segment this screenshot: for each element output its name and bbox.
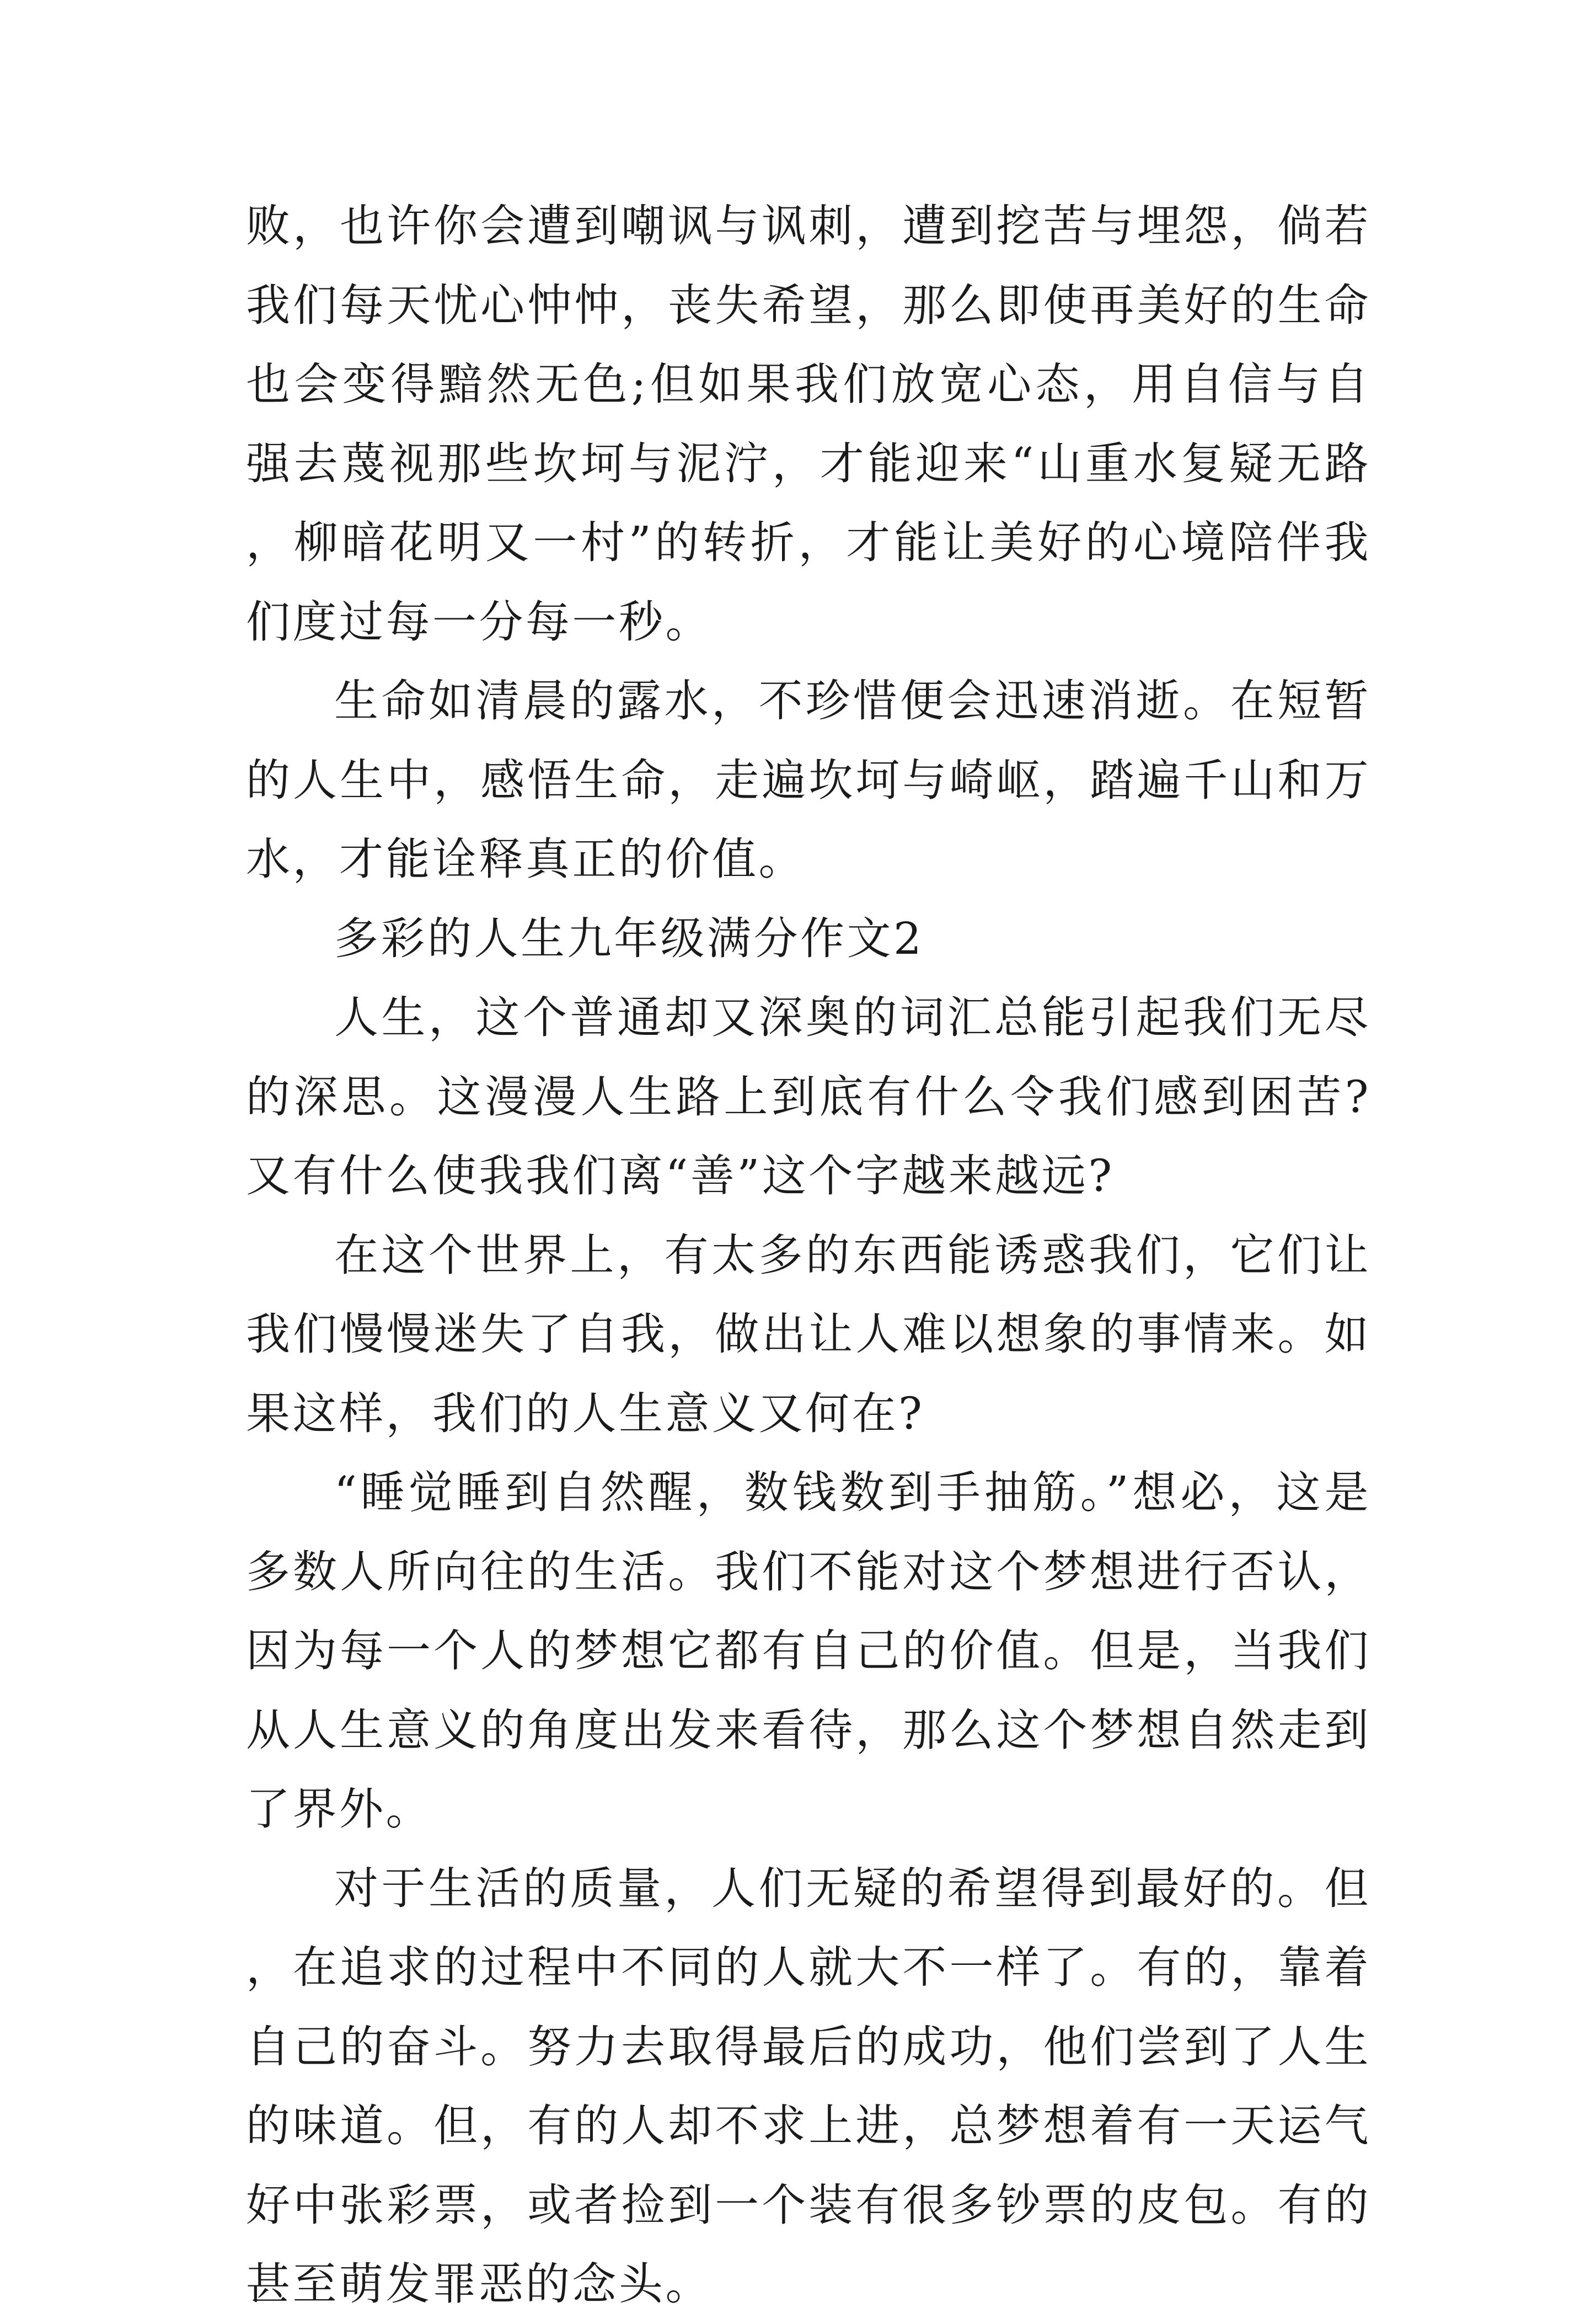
paragraph-5: “睡觉睡到自然醒，数钱数到手抽筋。”想必，这是多数人所向往的生活。我们不能对这个梦想进行否认，因为每一个人的梦想它都有自己的价值。但是，当我们从人生意义的角度出发来看待，那么这个梦想自然走到了界外。 bbox=[246, 1467, 1371, 1835]
paragraph-1: 败，也许你会遭到嘲讽与讽刺，遭到挖苦与埋怨，倘若我们每天忧心忡忡，丧失希望，那么即使再美好的生命也会变得黯然无色;但如果我们放宽心态，用自信与自强去蔑视那些坎坷与泥泞，才能迎来“山重水复疑无路，柳暗花明又一村”的转折，才能让美好的心境陪伴我们度过每一分每一秒。 bbox=[246, 200, 1371, 648]
paragraph-3: 人生，这个普通却又深奥的词汇总能引起我们无尽的深思。这漫漫人生路上到底有什么令我们感到困苦?又有什么使我我们离“善”这个字越来越远? bbox=[246, 992, 1371, 1201]
essay-heading: 多彩的人生九年级满分作文2 bbox=[334, 912, 924, 964]
paragraph-4: 在这个世界上，有太多的东西能诱惑我们，它们让我们慢慢迷失了自我，做出让人难以想象的事情来。如果这样，我们的人生意义又何在? bbox=[246, 1229, 1371, 1439]
paragraph-6: 对于生活的质量，人们无疑的希望得到最好的。但，在追求的过程中不同的人就大不一样了。有的，靠着自己的奋斗。努力去取得最后的成功，他们尝到了人生的味道。但，有的人却不求上进，总梦想着有一天运气好中张彩票，或者捡到一个装有很多钞票的皮包。有的甚至萌发罪恶的念头。 bbox=[246, 1862, 1371, 2310]
document-body bbox=[246, 186, 1371, 2324]
paragraph-2: 生命如清晨的露水，不珍惜便会迅速消逝。在短暂的人生中，感悟生命，走遍坎坷与崎岖，踏遍千山和万水，才能诠释真正的价值。 bbox=[246, 675, 1371, 885]
